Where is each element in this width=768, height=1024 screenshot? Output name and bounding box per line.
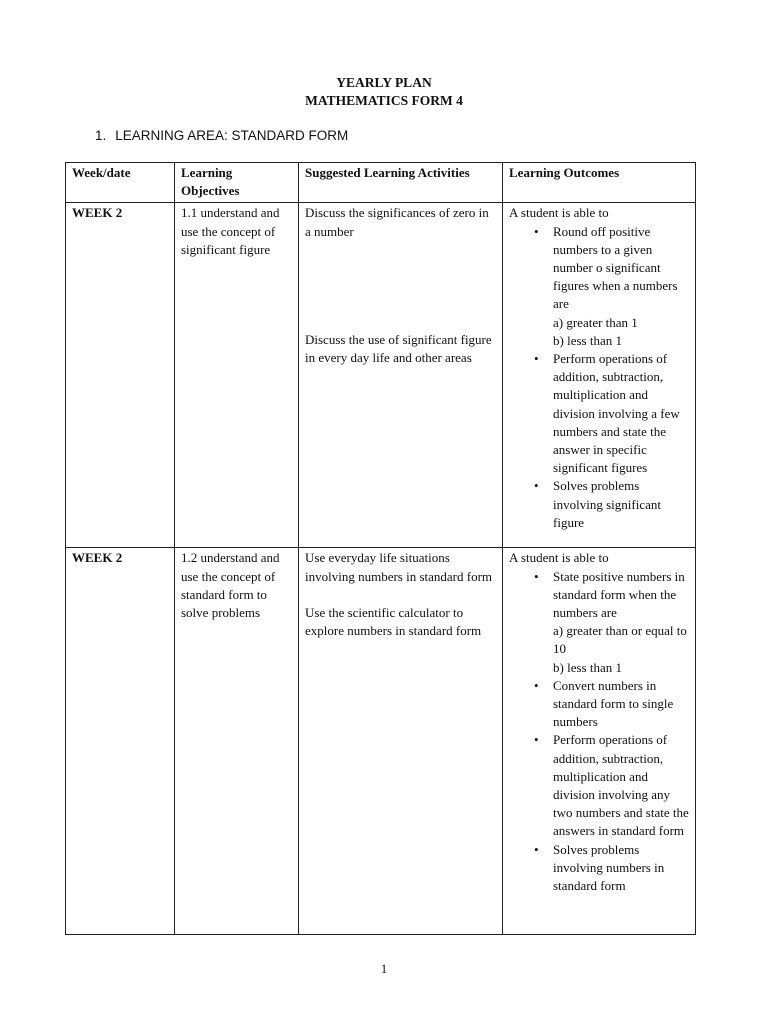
table-row [66, 548, 696, 935]
page-subtitle: MATHEMATICS FORM 4 [305, 93, 463, 108]
outcome-text: Round off positive numbers to a given number o significant figures when a numbers are [553, 223, 678, 312]
bullet-icon: • [534, 351, 539, 367]
list-item [534, 350, 689, 477]
section-heading [95, 127, 348, 145]
header-objectives: Learning Objectives [175, 163, 299, 203]
week-cell: WEEK 2 [66, 548, 175, 935]
section-number: 1. [95, 128, 107, 143]
spacer [305, 241, 496, 331]
outcome-text: Perform operations of addition, subtraction, multiplication and division involving any two numbers and state the answers in standard form [553, 732, 689, 839]
list-item [534, 223, 689, 350]
list-item [534, 841, 689, 896]
activity-text: Discuss the use of significant figure in every day life and other areas [305, 331, 492, 366]
outcome-intro: A student is able to [509, 205, 609, 221]
activities-cell [299, 548, 503, 935]
week-cell: WEEK 2 [66, 203, 175, 548]
list-item [534, 568, 689, 677]
spacer [305, 586, 496, 604]
header-activities: Suggested Learning Activities [299, 163, 503, 203]
page-number: 1 [380, 961, 388, 976]
table-row [66, 203, 696, 548]
outcomes-cell [503, 548, 696, 935]
objective-cell: 1.1 understand and use the concept of significant figure [175, 203, 299, 548]
outcome-text: Solves problems involving numbers in standard form [553, 841, 665, 894]
bullet-icon: • [534, 223, 539, 239]
outcome-sub-item: b) less than 1 [553, 659, 622, 675]
activities-cell [299, 203, 503, 548]
section-title: LEARNING AREA: STANDARD FORM [115, 128, 349, 143]
activity-text: Discuss the significances of zero in a number [305, 205, 489, 239]
header-outcomes: Learning Outcomes [503, 163, 696, 203]
outcome-text: Perform operations of addition, subtraction, multiplication and division involving a few numbers and state the answer in specific significant figures [553, 351, 680, 476]
list-item [534, 731, 689, 840]
outcome-text: Convert numbers in standard form to single numbers [553, 677, 674, 730]
outcome-intro: A student is able to [509, 550, 609, 566]
outcome-text: Solves problems involving significant figure [553, 478, 661, 530]
outcome-sub-item: a) greater than 1 [553, 314, 638, 330]
outcome-text: State positive numbers in standard form when the numbers are [553, 568, 685, 621]
page-title: YEARLY PLAN [336, 75, 432, 90]
list-item [534, 677, 689, 732]
header-week: Week/date [66, 163, 175, 203]
outcome-list [509, 568, 689, 896]
activity-text: Use the scientific calculator to explore numbers in standard form [305, 604, 482, 639]
bullet-icon: • [534, 568, 539, 584]
bullet-icon: • [534, 732, 539, 748]
objective-cell: 1.2 understand and use the concept of standard form to solve problems [175, 548, 299, 935]
table-header-row [66, 163, 696, 203]
outcomes-cell [503, 203, 696, 548]
outcome-sub-item: a) greater than or equal to 10 [553, 623, 687, 657]
outcome-list [509, 223, 689, 532]
bullet-icon: • [534, 841, 539, 857]
bullet-icon: • [534, 677, 539, 693]
outcome-sub-item: b) less than 1 [553, 332, 622, 348]
activity-text: Use everyday life situations involving numbers in standard form [305, 550, 493, 584]
list-item [534, 477, 689, 532]
bullet-icon: • [534, 478, 539, 494]
yearly-plan-table [65, 162, 696, 935]
